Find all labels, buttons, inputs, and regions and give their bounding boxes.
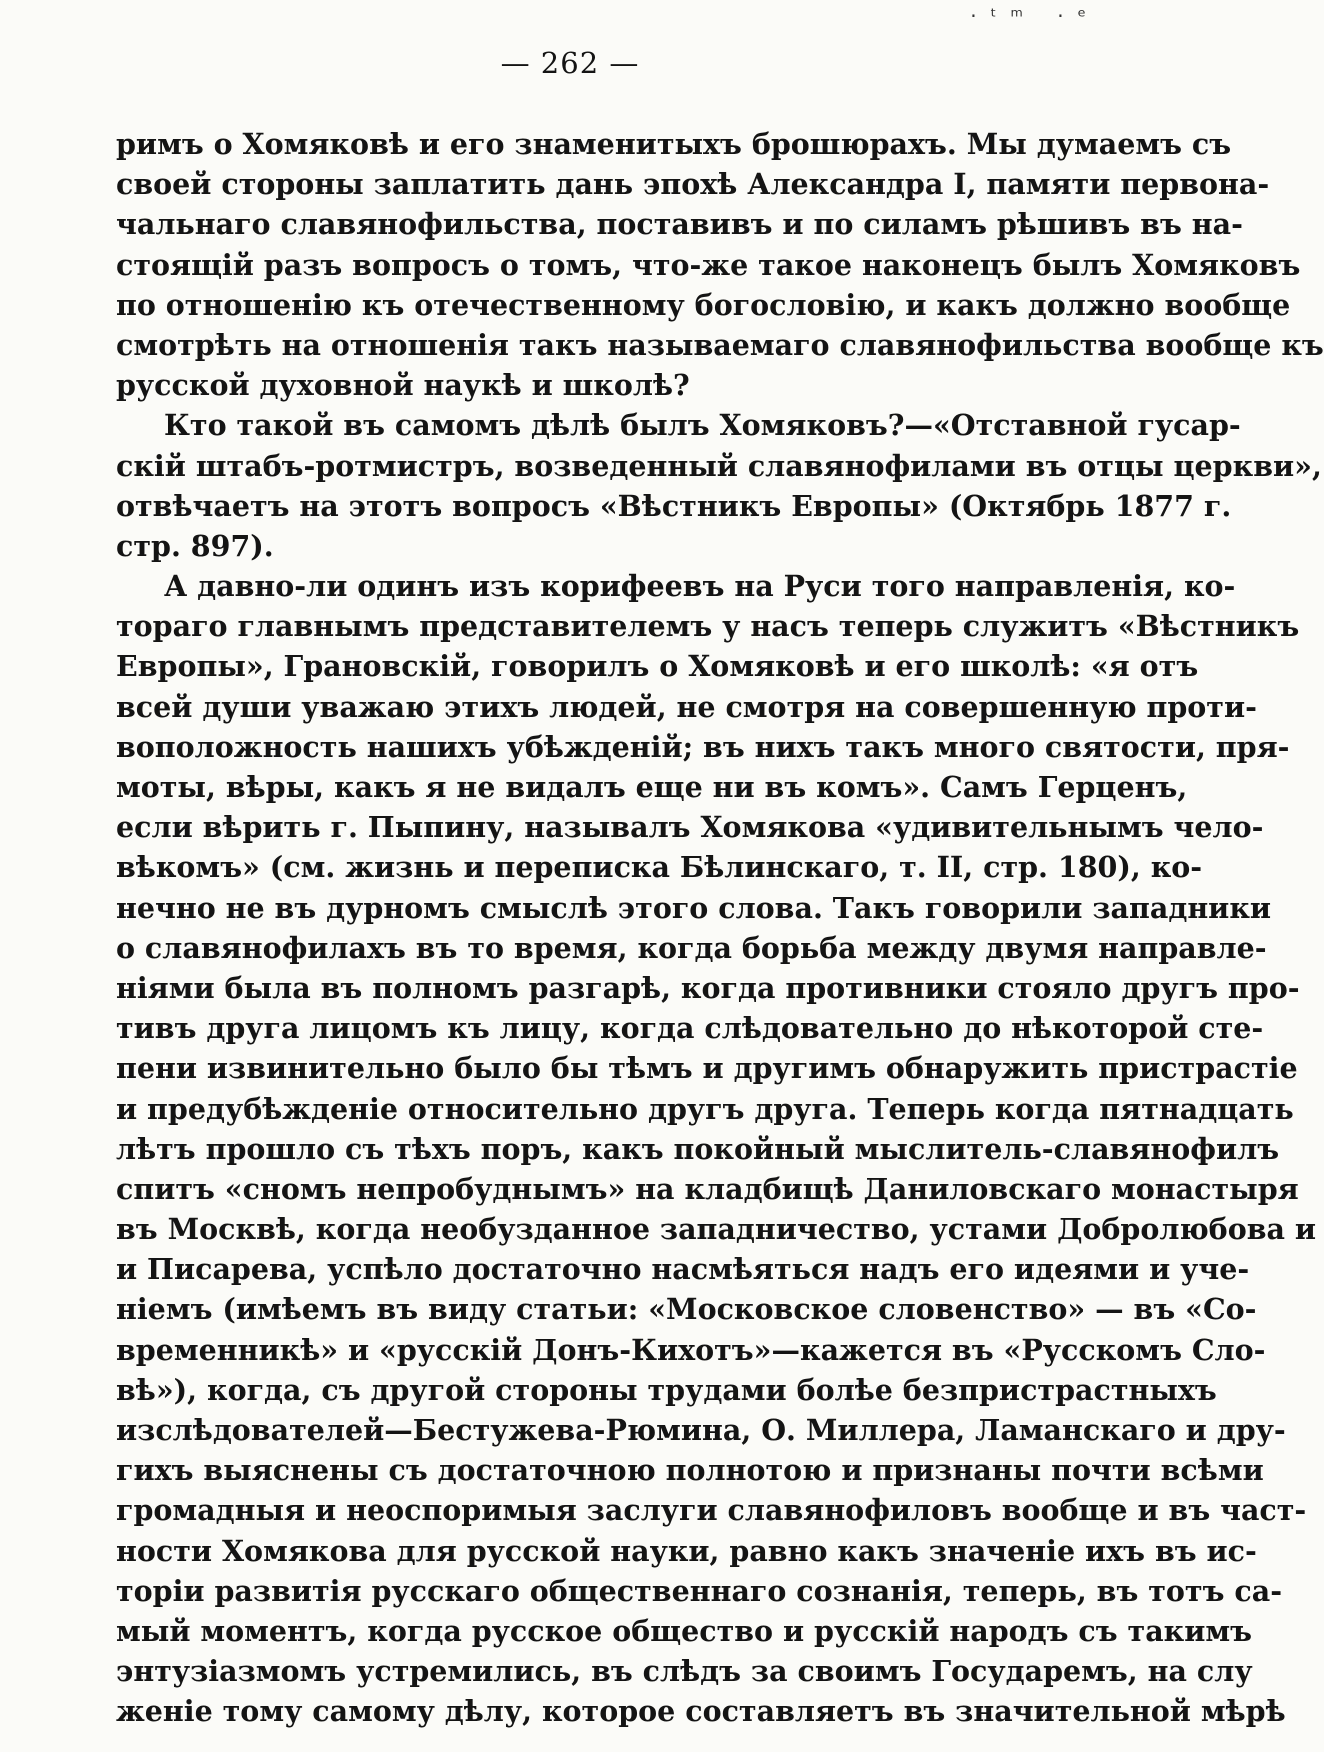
text-line: Кто такой въ самомъ дѣлѣ былъ Хомяковъ?—«Отставной гусар-	[164, 408, 1241, 443]
text-line: всей души уважаю этихъ людей, не смотря на совершенную проти-	[116, 689, 1257, 724]
text-line: мый моментъ, когда русское общество и русскій народъ съ такимъ	[116, 1613, 1253, 1648]
text-line: вѣ»), когда, съ другой стороны трудами болѣе безпристрастныхъ	[116, 1372, 1217, 1407]
text-line: римъ о Хомяковѣ и его знаменитыхъ брошюрахъ. Мы думаемъ съ	[116, 127, 1232, 161]
text-line: тораго главнымъ представителемъ у насъ теперь служитъ «Вѣстникъ	[116, 609, 1300, 644]
text-line: воположность нашихъ убѣжденій; въ нихъ такъ много святости, пря-	[116, 729, 1290, 764]
text-line: лѣтъ прошло съ тѣхъ поръ, какъ покойный мыслитель-славянофилъ	[116, 1131, 1280, 1166]
text-line: ніемъ (имѣемъ въ виду статьи: «Московское словенство» — въ «Со-	[116, 1292, 1257, 1327]
text-line: пени извинительно было бы тѣмъ и другимъ обнаружить пристрастіе	[116, 1051, 1298, 1086]
text-line: энтузіазмомъ устремились, въ слѣдъ за своимъ Государемъ, на слу	[116, 1654, 1253, 1689]
text-line: торіи развитія русскаго общественнаго сознанія, теперь, въ тотъ са-	[116, 1573, 1283, 1608]
text-line: отвѣчаетъ на этотъ вопросъ «Вѣстникъ Европы» (Октябрь 1877 г.	[116, 488, 1232, 523]
text-line: своей стороны заплатить дань эпохѣ Александра I, памяти первона-	[116, 167, 1270, 202]
text-line: громадныя и неоспоримыя заслуги славянофиловъ вообще и въ част-	[116, 1493, 1307, 1528]
text-line: гихъ выяснены съ достаточною полнотою и признаны почти всѣми	[116, 1453, 1264, 1488]
text-line: ности Хомякова для русской науки, равно какъ значеніе ихъ въ ис-	[116, 1533, 1257, 1568]
scan-corner-marks: ·ᵗᵐ ·ᵉ	[970, 4, 1100, 28]
text-line: смотрѣть на отношенія такъ называемаго славянофильства вообще къ	[116, 327, 1324, 362]
text-line: моты, вѣры, какъ я не видалъ еще ни въ комъ». Самъ Герценъ,	[116, 770, 1188, 804]
body-text	[116, 124, 1324, 1732]
text-line: женіе тому самому дѣлу, которое составляетъ въ значительной мѣрѣ	[116, 1694, 1286, 1729]
text-line: спитъ «сномъ непробуднымъ» на кладбищѣ Даниловскаго монастыря	[116, 1171, 1299, 1206]
text-line: и предубѣжденіе относительно другъ друга. Теперь когда пятнадцать	[116, 1091, 1294, 1126]
text-line: временникѣ» и «русскій Донъ-Кихотъ»—кажется въ «Русскомъ Сло-	[116, 1332, 1266, 1367]
text-line: по отношенію къ отечественному богословію, и какъ должно вообще	[116, 287, 1291, 322]
text-line: русской духовной наукѣ и школѣ?	[116, 368, 690, 403]
text-line: А давно-ли одинъ изъ корифеевъ на Руси того направленія, ко-	[164, 569, 1236, 604]
text-line: о славянофилахъ въ то время, когда борьба между двумя направле-	[116, 930, 1267, 965]
text-line: Европы», Грановскій, говорилъ о Хомяковѣ и его школѣ: «я отъ	[116, 649, 1199, 684]
text-line: вѣкомъ» (см. жизнь и переписка Бѣлинскаго, т. II, стр. 180), ко-	[116, 850, 1203, 885]
text-line: скій штабъ-ротмистръ, возведенный славянофилами въ отцы церкви»,	[116, 448, 1322, 483]
text-line: изслѣдователей—Бестужева-Рюмина, О. Миллера, Ламанскаго и дру-	[116, 1413, 1286, 1447]
text-line: въ Москвѣ, когда необузданное западничество, устами Добролюбова и	[116, 1212, 1317, 1247]
text-line: нечно не въ дурномъ смыслѣ этого слова. Такъ говорили западники	[116, 890, 1272, 925]
text-line: и Писарева, успѣло достаточно насмѣяться надъ его идеями и уче-	[116, 1252, 1250, 1287]
text-line: стоящій разъ вопросъ о томъ, что-же такое наконецъ былъ Хомяковъ	[116, 247, 1301, 282]
text-line: ніями была въ полномъ разгарѣ, когда противники стояло другъ про-	[116, 970, 1300, 1005]
text-line: тивъ друга лицомъ къ лицу, когда слѣдовательно до нѣкоторой сте-	[116, 1011, 1264, 1046]
text-line: если вѣрить г. Пыпину, называлъ Хомякова «удивительнымъ чело-	[116, 810, 1264, 845]
text-line: чальнаго славянофильства, поставивъ и по силамъ рѣшивъ въ на-	[116, 207, 1243, 242]
page-number: — 262 —	[500, 46, 640, 80]
text-line: стр. 897).	[116, 528, 274, 563]
